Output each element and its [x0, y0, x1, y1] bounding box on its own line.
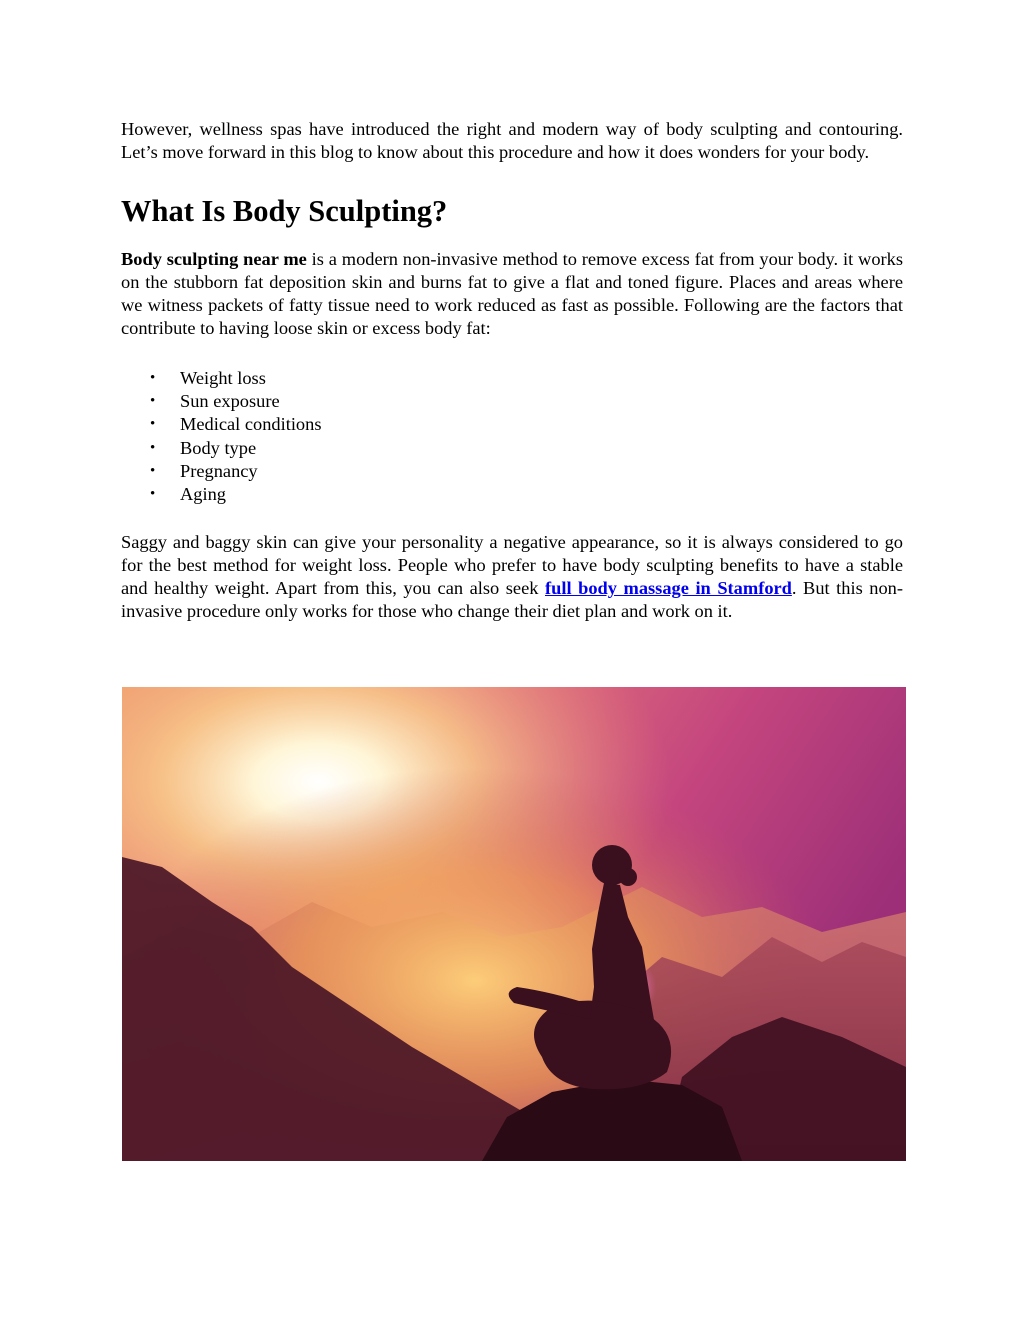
list-item-text: Sun exposure [180, 391, 280, 412]
bullet-icon: • [150, 486, 156, 503]
bullet-icon: • [150, 416, 156, 433]
bullet-icon: • [150, 439, 156, 456]
closing-text-before: Saggy and baggy skin can give your personality a negative appearance, so it is always considered to go for the best method for weight loss. People who prefer to have body sculpting benefits to have a stable and healthy weight. Apart from this, you can also seek [121, 531, 903, 599]
list-item-text: Weight loss [180, 367, 266, 388]
sunset-illustration [122, 687, 906, 1161]
factors-list [121, 367, 903, 507]
list-item [121, 367, 903, 390]
list-item [121, 390, 903, 413]
list-item-text: Pregnancy [180, 460, 258, 481]
section-heading: What Is Body Sculpting? [121, 193, 448, 228]
closing-paragraph [121, 531, 903, 624]
definition-paragraph [121, 248, 903, 341]
list-item [121, 460, 903, 483]
bullet-icon: • [150, 393, 156, 410]
closing-text-after: . But this non-invasive procedure only works for those who change their diet plan and work on it. [121, 578, 903, 622]
meditation-sunset-image [122, 687, 906, 1161]
list-item [121, 483, 903, 506]
definition-bold-lead: Body sculpting near me [121, 248, 307, 269]
intro-paragraph: However, wellness spas have introduced the right and modern way of body sculpting and contouring. Let’s move forward in this blog to know about this procedure and how it does wonders for your body. [121, 119, 903, 163]
definition-text: is a modern non-invasive method to remove excess fat from your body. it works on the stubborn fat deposition skin and burns fat to give a flat and toned figure. Places and areas where we witness packets of fatty tissue need to work reduced as fast as possible. Following are the factors that contribute to having loose skin or excess body fat: [121, 248, 903, 339]
list-item-text: Medical conditions [180, 414, 322, 435]
list-item [121, 437, 903, 460]
massage-stamford-link[interactable]: full body massage in Stamford [545, 578, 792, 599]
list-item-text: Body type [180, 437, 257, 458]
bullet-icon: • [150, 462, 156, 479]
list-item-text: Aging [180, 484, 226, 505]
bullet-icon: • [150, 369, 156, 386]
list-item [121, 413, 903, 436]
document-page [121, 118, 903, 624]
